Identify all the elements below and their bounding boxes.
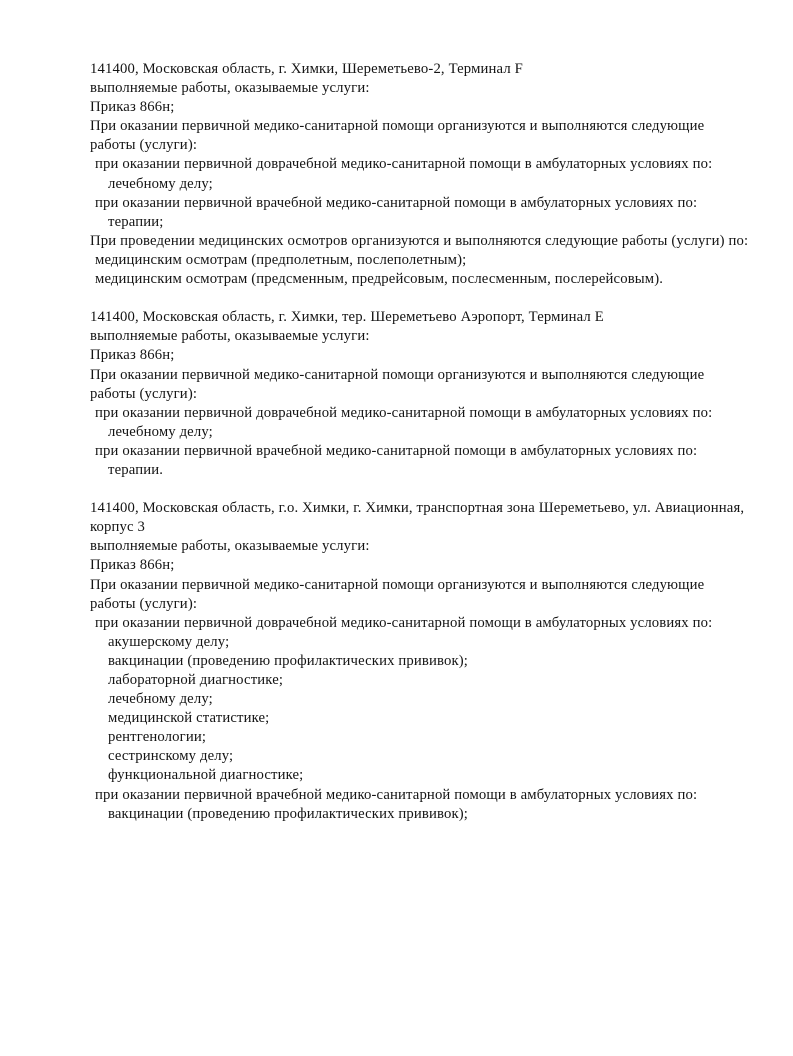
document-line: рентгенологии; [108, 729, 207, 746]
document-line: Приказ 866н; [90, 99, 175, 116]
document-line: медицинским осмотрам (предполетным, послеполетным); [95, 251, 467, 268]
document-line: терапии. [108, 461, 164, 478]
document-section [90, 308, 750, 480]
document-line: медицинской статистике; [108, 710, 270, 727]
document-line: при оказании первичной доврачебной медико-санитарной помощи в амбулаторных условиях по: [95, 404, 713, 421]
document-line: выполняемые работы, оказываемые услуги: [90, 80, 370, 97]
document-line: При проведении медицинских осмотров организуются и выполняются следующие работы (услуги) по: [90, 232, 749, 249]
document-section [90, 499, 750, 824]
document-line: терапии; [108, 213, 164, 230]
document-line: акушерскому делу; [108, 633, 230, 650]
document-line: лабораторной диагностике; [108, 672, 284, 688]
document-line: При оказании первичной медико-санитарной помощи организуются и выполняются следующие работы (услуги): [90, 576, 709, 612]
document-line: вакцинации (проведению профилактических прививок); [108, 805, 469, 822]
document-line: Приказ 866н; [90, 347, 175, 364]
document-line: выполняемые работы, оказываемые услуги: [90, 538, 370, 555]
document-line: лечебному делу; [108, 423, 213, 440]
document-line: сестринскому делу; [108, 748, 234, 765]
document-section [90, 60, 750, 289]
document-line: лечебному делу; [108, 175, 213, 192]
document-line: Приказ 866н; [90, 557, 175, 574]
document-line: выполняемые работы, оказываемые услуги: [90, 328, 370, 345]
document-line: при оказании первичной доврачебной медико-санитарной помощи в амбулаторных условиях по: [95, 156, 713, 173]
document-line: при оказании первичной врачебной медико-санитарной помощи в амбулаторных условиях по: [95, 442, 698, 459]
document-line: медицинским осмотрам (предсменным, предрейсовым, послесменным, послерейсовым). [95, 271, 664, 288]
document-line: 141400, Московская область, г. Химки, Шереметьево-2, Терминал F [90, 61, 523, 77]
document-line: лечебному делу; [108, 691, 213, 708]
document-line: При оказании первичной медико-санитарной помощи организуются и выполняются следующие работы (услуги): [90, 118, 709, 154]
document-line: 141400, Московская область, г.о. Химки, г. Химки, транспортная зона Шереметьево, ул. Авиационная, корпус 3 [90, 500, 749, 536]
document-line: при оказании первичной врачебной медико-санитарной помощи в амбулаторных условиях по: [95, 786, 698, 803]
document-line: функциональной диагностике; [108, 767, 304, 784]
document-line: вакцинации (проведению профилактических прививок); [108, 652, 469, 669]
document-line: при оказании первичной доврачебной медико-санитарной помощи в амбулаторных условиях по: [95, 614, 713, 631]
document-line: При оказании первичной медико-санитарной помощи организуются и выполняются следующие работы (услуги): [90, 366, 709, 402]
document-body [90, 60, 750, 824]
document-line: 141400, Московская область, г. Химки, тер. Шереметьево Аэропорт, Терминал Е [90, 309, 604, 326]
document-line: при оказании первичной врачебной медико-санитарной помощи в амбулаторных условиях по: [95, 194, 698, 211]
